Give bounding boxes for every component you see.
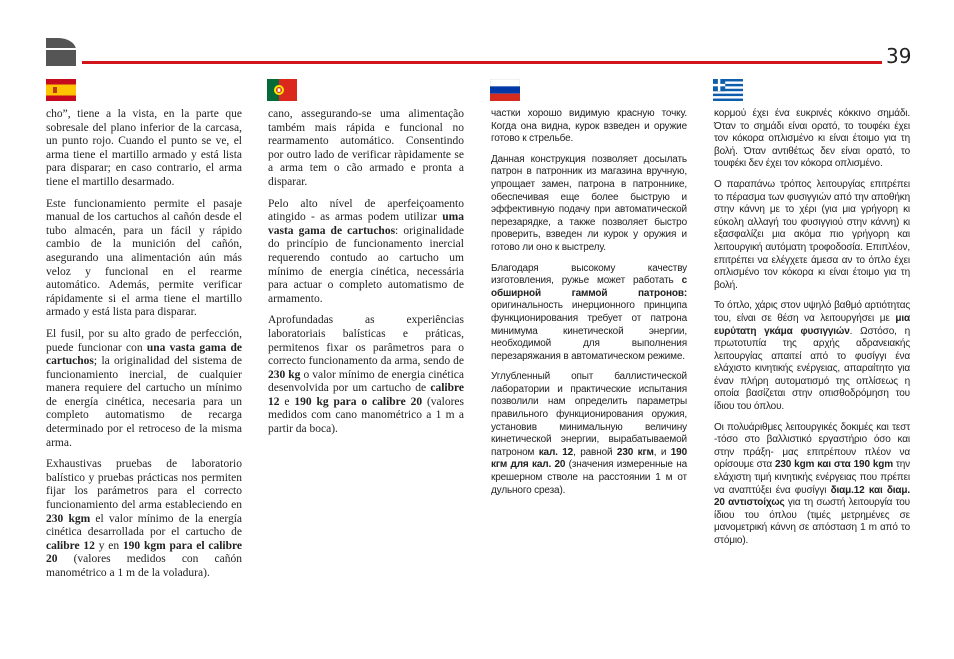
es-paragraph-1: cho”, tiene a la vista, en la parte que sobresale del plano inferior de la carcasa, un punto rojo. Cuando el punto se ve, el arma tiene el martillo armado y está lista para disparar; en caso contrario, el arma tiene el martillo desarmado.	[46, 108, 242, 188]
greek-flag-icon	[713, 79, 743, 101]
gr-paragraph-3: Το όπλο, χάρις στον υψηλό βαθμό αρτιότητας του, είναι σε θέση να λειτουργήσει με μια ευρύτατη γκάμα φυσιγγιών. Ωστόσο, η πρωτοτυπία της αρχής αδρανειακής λειτουργίας απαιτεί από το φυσίγγι ένα ελάχιστο κινητικής ενέργειας, απαραίτητο για έναν πλήρη αυτοματισμό της οπλίσεως η οποία βασίζεται στην οπισθοδρόμηση του ίδιου του όπλου.	[714, 300, 911, 413]
es-paragraph-2: Este funcionamiento permite el pasaje manual de los cartuchos al cañón desde el tubo almacén, para un fácil y rápido cambio de la munición del cañón, asegurando una alimentación aún más veloz y funcional en el rearme automático. Además, permite verificar rápidamente si el arma tiene el martillo armado y está lista para disparar.	[46, 197, 242, 319]
russian-text-column	[491, 108, 687, 505]
gr-paragraph-2: Ο παραπάνω τρόπος λειτουργίας επιτρέπει το πέρασμα των φυσιγγιών από την αποθήκη στην κάννη με το χέρι (για μια γρήγορη κι εύκολη αλλαγή του φυσιγγιού στην κάννη) κι εξασφαλίζει μια ακόμα πιο γρήγορη και λειτουργική αυτόματη τροφοδοσία. Επιπλέον, επιτρέπει να ελέγχετε άμεσα αν το όπλο έχει οπλισμένο τον κόκορα κι είναι έτοιμο για τη βολή.	[714, 178, 910, 291]
header-red-rule	[82, 61, 882, 64]
ru-paragraph-3: Благодаря высокому качеству изготовления, ружье может работать с обширной гаммой патронов: оригинальность инерционного принципа функционирования требует от патрона минимума кинетической энергии, необходимой для выполнения перезаряжания в автоматическом режиме.	[491, 262, 687, 362]
spanish-text-column	[46, 108, 242, 589]
page-number: 39	[886, 44, 912, 68]
es-paragraph-4: Exhaustivas pruebas de laboratorio balístico y pruebas prácticas nos permiten fijar los parámetros para el correcto funcionamiento del arma estableciendo en 230 kgm el valor mínimo de la energía cinética desarrollada por el cartucho de calibre 12 y en 190 kgm para el calibre 20 (valores medidos con cañón manométrico a 1 m de la voladura).	[46, 458, 242, 579]
ru-paragraph-4: Углубленный опыт баллистической лаборатории и практические испытания позволили нам определить параметры правильного функционирования оружия, установив минимальную величину кинетической энергии, вырабатываемой патроном кал. 12, равной 230 кгм, и 190 кгм для кал. 20 (значения измеренные на крешерном стволе на расстоянии 1 м от дульного среза).	[491, 371, 687, 496]
greek-text-column	[714, 108, 910, 556]
gr-paragraph-4: Οι πολυάριθμες λειτουργικές δοκιμές και τεστ -τόσο στο βαλλιστικό εργαστήριο όσο και στην πράξη- μας επιτρέπουν πλέον να ορίσουμε στα 230 kgm και στα 190 kgm την ελάχιστη τιμή κινητικής ενέργειας που πρέπει να αναπτύξει ένα φυσίγγι διαμ.12 και διαμ. 20 αντιστοίχως για τη σωστή λειτουργία του ίδιου του όπλου (τιμές μετρημένες σε μανομετρική κάννη σε απόσταση 1 m από το στόμιο).	[714, 421, 910, 546]
es-paragraph-3: El fusil, por su alto grado de perfección, puede funcionar con una vasta gama de cartuchos; la originalidad del sistema de funcionamiento inercial, de cualquier manera requiere del cartucho un mínimo de energía cinética, necesaria para un completo automatismo de recarga determinado por el retroceso de la misma arma.	[46, 327, 242, 449]
spanish-flag-icon	[46, 79, 76, 101]
portuguese-text-column	[268, 108, 464, 445]
ru-paragraph-2: Данная конструкция позволяет досылать патрон в патронник из магазина вручную, упрощает замен, патрона в патроннике, обеспечивая еще более быструю и эффективную подачу при автоматической перезарядке, а также позволяет быстро проверить, взведен ли курок у оружия и готово ли оно к выстрелу.	[491, 153, 687, 253]
gr-paragraph-1: κορμού έχει ένα ευκρινές κόκκινο σημάδι. Όταν το σημάδι είναι ορατό, το τουφέκι έχει τον κόκορα οπλισμένο κι είναι έτοιμο για τη βολή. Όταν αντιθέτως δεν είναι ορατό, το τουφέκι δεν έχει τον κόκορα οπλισμένο.	[714, 108, 910, 170]
pt-paragraph-2: Pelo alto nível de aperfeiçoamento atingido - as armas podem utilizar uma vasta gama de cartuchos: originalidade do princípio de funcionamento inercial requerendo contudo ao cartucho um mínimo de energia cinética, necessária para actuar o completo automatismo de armamento.	[268, 197, 464, 305]
pt-paragraph-3: Aprofundadas as experiências laboratoriais balísticas e práticas, permitenos fixar os parâmetros para o correcto funcionamento da arma, sendo de 230 kg o valor mínimo de energia cinética desenvolvida por um cartucho de calibre 12 e 190 kg para o calibre 20 (valores medidos com cano manométrico a 1 m a partir da boca).	[268, 314, 464, 436]
russian-flag-icon	[490, 79, 520, 101]
ru-paragraph-1: частки хорошо видимую красную точку. Когда она видна, курок взведен и оружие готово к стрельбе.	[491, 108, 687, 145]
pt-paragraph-1: cano, assegurando-se uma alimentação também mais rápida e funcional no rearmamento automático. Consentindo por outro lado de verificar ràpidamente se a arma tem o cão armado e pronta a disparar.	[268, 108, 464, 188]
portuguese-flag-icon	[267, 79, 297, 101]
header-logo-icon	[46, 38, 76, 66]
